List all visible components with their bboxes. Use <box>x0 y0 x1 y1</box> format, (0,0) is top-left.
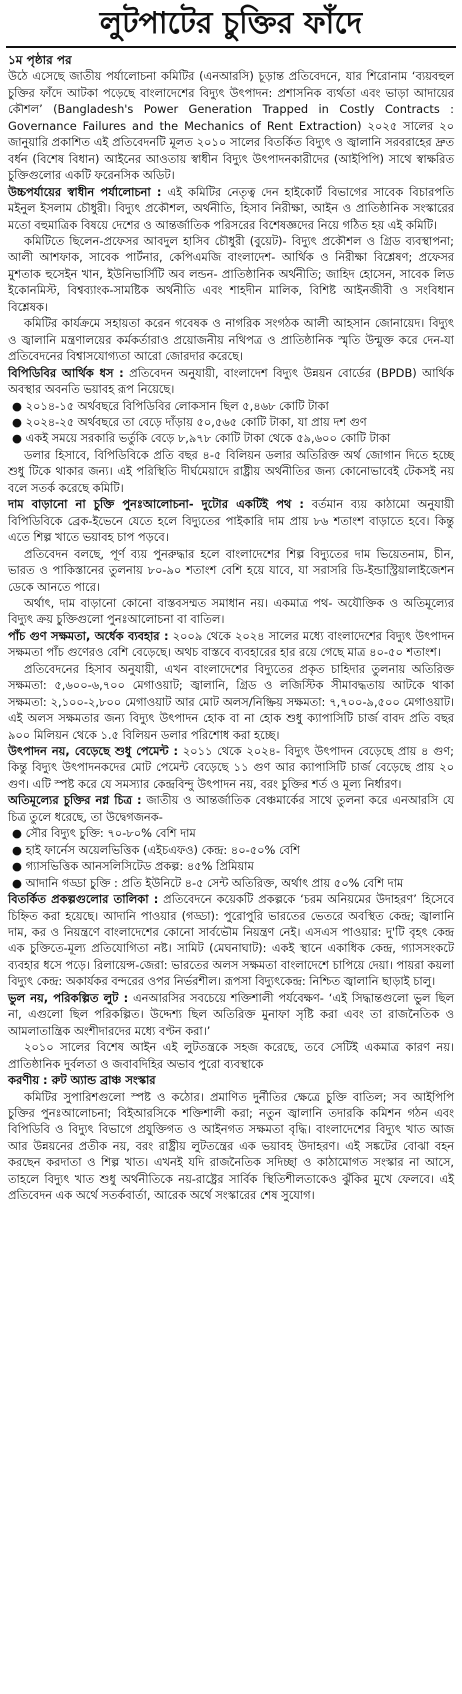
headline: লুটপাটের চুক্তির ফাঁদে <box>6 4 456 48</box>
bullet-item: ● ২০২৪-২৫ অর্থবছরে তা বেড়ে দাঁড়ায় ৫০,৫৬৫ কোটি টাকা, যা প্রায় দশ গুণ <box>12 414 367 429</box>
section-overpriced <box>8 792 454 825</box>
section-text: জাতীয় ও আন্তর্জাতিক বেঞ্চমার্কের সাথে তুলনা করে এনআরসি যে চিত্র তুলে ধরেছে, তা উদ্বেগজনক- <box>8 793 454 824</box>
intro-paragraph: উঠে এসেছে জাতীয় পর্যালোচনা কমিটির (এনআরসি) চূড়ান্ত প্রতিবেদনে, যার শিরোনাম ‘ব্যয়বহুল চুক্তির ফাঁদে আটকা পড়েছে বাংলাদেশের বিদ্যুৎ উৎপাদন: প্রশাসনিক ব্যর্থতা এবং ভাড়া আদায়ের কৌশল’ (Bangladesh's Power Generation Trapped in Costly Contracts : Governance Failures and the Mechanics of Rent Extraction) ২০২৫ সালের ২০ জানুয়ারি প্রকাশিত এই প্রতিবেদনটি মূলত ২০১০ সালের বিতর্কিত বিদ্যুৎ ও জ্বালানি সরবরাহের দ্রুত বর্ধন (বিশেষ বিধান) আইনের আওতায় স্বাধীন বিদ্যুৎ উৎপাদনকারীদের (আইপিপি) সাথে স্বাক্ষরিত চুক্তিগুলোর একটি ফরেনসিক অডিট। <box>8 69 454 183</box>
bullet-item: ● গ্যাসভিত্তিক আনসলিসিটেড প্রকল্প: ৪৫% প্রিমিয়াম <box>12 859 254 874</box>
section-text: ২০১১ থেকে ২০২৪- বিদ্যুৎ উৎপাদন বেড়েছে প্রায় ৪ গুণ; কিন্তু বিদ্যুৎ উৎপাদনকদের মোট পেমেন্ট বেড়েছে ১১ গুণ আর ক্যাপাসিটি চার্জ বেড়েছে প্রায় ২০ গুণ। এটি স্পষ্ট করে যে সমস্যার কেন্দ্রবিন্দু উৎপাদন নয়, বরং চুক্তির শর্ত ও মূল্য নির্ধারণ। <box>8 744 454 791</box>
section-text: বর্তমান ব্যয় কাঠামো অনুযায়ী বিপিডিবিকে ব্রেক-ইভেনে যেতে হলে বিদ্যুতের পাইকারি দাম প্রায় ৮৬ শতাংশ বাড়াতে হবে। কিন্তু এতে শিল্প খাতে ভয়াবহ চাপ পড়বে। <box>8 497 454 545</box>
section-heading: করণীয় : রুট অ্যান্ড ব্রাঞ্চ সংস্কার <box>8 1073 156 1088</box>
bullet-item: ● সৌর বিদ্যুৎ চুক্তি: ৭০-৮০% বেশি দাম <box>12 826 196 841</box>
paragraph: কমিটিতে ছিলেন-প্রফেসর আবদুল হাসিব চৌধুরী (বুয়েট)- বিদ্যুৎ প্রকৌশল ও গ্রিড ব্যবস্থাপনা; আলী আশফাক, সাবেক পার্টনার, কেপিএমজি বাংলাদেশ- আর্থিক ও নিরীক্ষা বিশ্লেষণ; প্রফেসর মুশতাক হুসেইন খান, ইউনিভার্সিটি অব লন্ডন- প্রাতিষ্ঠানিক অর্থনীতি; জাহিদ হোসেন, সাবেক লিড ইকোনমিস্ট, বিশ্বব্যাংক-সামষ্টিক অর্থনীতি এবং শাহদীন মালিক, বিশিষ্ট আইনজীবী ও সংবিধান বিশ্লেষক। <box>8 233 454 314</box>
paragraph: প্রতিবেদনের হিসাব অনুযায়ী, এখন বাংলাদেশের বিদ্যুতের প্রকৃত চাহিদার তুলনায় অতিরিক্ত সক্ষমতা: ৫,৬০০-৬,৭০০ মেগাওয়াট; জ্বালানি, গ্রিড ও লজিস্টিক সীমাবদ্ধতায় আটকে থাকা সক্ষমতা: ২,১০০-২,৮০০ মেগাওয়াট আর মোট অলস/নিষ্ক্রিয় সক্ষমতা: ৭,৭০০-৯,৫০০ মেগাওয়াট। এই অলস সক্ষমতার জন্য বিদ্যুৎ উৎপাদন হোক বা না হোক শুধু ক্যাপাসিটি চার্জ বাবদ প্রতি বছর ৯০০ মিলিয়ন থেকে ১.৫ বিলিয়ন ডলার পরিশোধ করা হচ্ছে। <box>8 661 454 742</box>
section-text: প্রতিবেদন অনুযায়ী, বাংলাদেশ বিদ্যুৎ উন্নয়ন বোর্ডের (BPDB) আর্থিক অবস্থার অবনতি ভয়াবহ রূপ নিয়েছে। <box>8 365 454 397</box>
section-heading: বিতর্কিত প্রকল্পগুলোর তালিকা : <box>8 892 159 907</box>
section-heading: উৎপাদন নয়, বেড়েছে শুধু পেমেন্ট : <box>8 744 179 759</box>
section-price <box>8 496 454 545</box>
section-heading: উচ্চপর্যায়ের স্বাধীন পর্যালোচনা : <box>8 184 162 199</box>
section-heading: অতিমূল্যের চুক্তির নগ্ন চিত্র : <box>8 793 142 808</box>
paragraph: কমিটির কার্যক্রমে সহায়তা করেন গবেষক ও নাগরিক সংগঠক আলী আহসান জোনায়েদ। বিদ্যুৎ ও জ্বালানি মন্ত্রণালয়ের কর্মকর্তারাও প্রয়োজনীয় নথিপত্র ও প্রাতিষ্ঠানিক স্মৃতি উন্মুক্ত করে দেন-যা প্রতিবেদনের বিশ্বাসযোগ্যতা আরো জোরদার করেছে। <box>8 316 454 364</box>
section-planned-loot <box>8 990 454 1039</box>
paragraph: অর্থাৎ, দাম বাড়ানো কোনো বাস্তবসম্মত সমাধান নয়। একমাত্র পথ- অযৌক্তিক ও অতিমূল্যের বিদ্যুৎ ক্রয় চুক্তিগুলো পুনঃআলোচনা বা বাতিল। <box>8 595 454 627</box>
bullet-item: ● হাই ফার্নেস অয়েলভিত্তিক (এইচএফও) কেন্দ্র: ৪০-৫০% বেশি <box>12 842 300 857</box>
section-text: ২০০৯ থেকে ২০২৪ সালের মধ্যে বাংলাদেশের বিদ্যুৎ উৎপাদন সক্ষমতা পাঁচ গুণেরও বেশি বেড়েছে। অথচ বাস্তবে ব্যবহারের হার রয়ে গেছে মাত্র ৪০-৫০ শতাংশ। <box>8 628 455 660</box>
section-heading: বিপিডিবির আর্থিক ধস : <box>8 365 124 380</box>
paragraph: ডলার হিসাবে, বিপিডিবিকে প্রতি বছর ৪-৫ বিলিয়ন ডলার অতিরিক্ত অর্থ জোগান দিতে হচ্ছে শুধু টিকে থাকার জন্য। এই পরিস্থিতি দীর্ঘমেয়াদে রাষ্ট্রীয় অর্থনীতির জন্য কোনোভাবেই টেকসই নয় বলে সতর্ক করেছে কমিটি। <box>8 447 454 495</box>
section-projects <box>8 891 454 990</box>
paragraph: কমিটির সুপারিশগুলো স্পষ্ট ও কঠোর। প্রমাণিত দুর্নীতির ক্ষেত্রে চুক্তি বাতিল; সব আইপিপি চুক্তির পুনঃআলোচনা; বিইআরসিকে শক্তিশালী করা; নতুন জ্বালানি তদারকি কমিশন গঠন এবং বিপিডিবি ও বিদ্যুৎ বিভাগে প্রযুক্তিগত ও আইনগত সক্ষমতা বৃদ্ধি। বাংলাদেশের বিদ্যুৎ খাত আজ আর উন্নয়নের প্রতীক নয়, বরং রাষ্ট্রীয় লুটতন্ত্রের এক ভয়াবহ উদাহরণ। এই সঙ্কটের বোঝা বহন করছেন করদাতা ও শিল্প খাত। এখনই যদি রাজনৈতিক সদিচ্ছা ও কাঠামোগত সংস্কার না আসে, তাহলে বিদ্যুৎ খাত শুধু অর্থনীতিকে নয়-রাষ্ট্রের সার্বিক স্থিতিশীলতাকেও ঝুঁকির মুখে ফেলবে। এই প্রতিবেদন এক অর্থে সতর্কবার্তা, আরেক অর্থে সংস্কারের শেষ সুযোগ। <box>8 1089 454 1203</box>
section-capacity <box>8 628 454 661</box>
article-body <box>0 52 462 1204</box>
section-heading: দাম বাড়ানো না চুক্তি পুনঃআলোচনা- দুটোর একটিই পথ : <box>8 497 304 512</box>
section-heading: ভুল নয়, পরিকল্পিত লুট : <box>8 990 129 1005</box>
section-text: এনআরসির সবচেয়ে শক্তিশালী পর্যবেক্ষণ- ‘এই সিদ্ধান্তগুলো ভুল ছিল না, এগুলো ছিল পরিকল্পিত। উদ্দেশ্য ছিল অতিরিক্ত মুনাফা সৃষ্টি করা এবং তা রাজনৈতিক ও আমলাতান্ত্রিক অংশীদারদের মধ্যে বণ্টন করা।’ <box>8 990 454 1038</box>
bullet-item: ● একই সময়ে সরকারি ভর্তুকি বেড়ে ৮,৯৭৮ কোটি টাকা থেকে ৫৯,৬০০ কোটি টাকা <box>12 431 391 446</box>
paragraph: ২০১০ সালের বিশেষ আইন এই লুটতন্ত্রকে সহজ করেছে, তবে সেটিই একমাত্র কারণ নয়। প্রাতিষ্ঠানিক দুর্বলতা ও জবাবদিহির অভাব পুরো ব্যবস্থাকে <box>8 1040 454 1071</box>
section-text: এই কমিটির নেতৃত্ব দেন হাইকোর্ট বিভাগের সাবেক বিচারপতি মইনুল ইসলাম চৌধুরী। বিদ্যুৎ প্রকৌশল, অর্থনীতি, হিসাব নিরীক্ষা, আইন ও প্রাতিষ্ঠানিক সংস্কারের মতো বহুমাত্রিক বিষয়ে দেশের ও আন্তর্জাতিক পরিসরের বিশেষজ্ঞদের নিয়ে গঠিত হয় এই কমিটি। <box>8 184 454 232</box>
section-bpdb <box>8 365 454 398</box>
bullet-item: ● আদানি গড্ডা চুক্তি : প্রতি ইউনিটে ৪-৫ সেন্ট অতিরিক্ত, অর্থাৎ প্রায় ৫০% বেশি দাম <box>12 875 404 890</box>
paragraph: প্রতিবেদন বলছে, পূর্ণ ব্যয় পুনরুদ্ধার হলে বাংলাদেশের শিল্প বিদ্যুতের দাম ভিয়েতনাম, চীন, ভারত ও পাকিস্তানের তুলনায় ৮০-৯০ শতাংশ বেশি হয়ে যাবে, যা সরাসরি ডি-ইন্ডাস্ট্রিয়ালাইজেশন ডেকে আনতে পারে। <box>8 546 454 594</box>
section-review <box>8 184 454 233</box>
dateline: ১ম পৃষ্ঠার পর <box>8 53 72 67</box>
section-payment <box>8 743 454 792</box>
bullet-item: ● ২০১৪-১৫ অর্থবছরে বিপিডিবির লোকসান ছিল ৫,৪৬৮ কোটি টাকা <box>12 398 329 413</box>
section-heading: পাঁচ গুণ সক্ষমতা, অর্ধেক ব্যবহার : <box>8 628 169 643</box>
section-text: প্রতিবেদনে কয়েকটি প্রকল্পকে ‘চরম অনিয়মের উদাহরণ’ হিসেবে চিহ্নিত করা হয়েছে। আদানি পাওয়ার (গড্ডা): পুরোপুরি ভারতের ভেতরে অবস্থিত কেন্দ্র; জ্বালানি দাম, কর ও নিয়ন্ত্রণে বাংলাদেশের কোনো সার্বভৌম নিয়ন্ত্রণ নেই। এসএস পাওয়ার: দু'টি বৃহৎ কেন্দ্র এক চুক্তিতে-মূল্য প্রতিযোগিতা নষ্ট। সামিট (মেঘনাঘাট): একই স্থানে একাধিক কেন্দ্র, গ্যাসসংকটে ব্যবহার ধসে পড়ে। রিলায়েন্স-জেরা: ভারতের অলস সক্ষমতা বাংলাদেশে চাপিয়ে দেয়া। পায়রা কয়লা বিদ্যুৎ কেন্দ্র: অকার্যকর বন্দরের ওপর নির্ভরশীল। রূপসা বিদ্যুৎকেন্দ্র: নিশ্চিত জ্বালানি ছাড়াই চালু। <box>8 892 455 989</box>
